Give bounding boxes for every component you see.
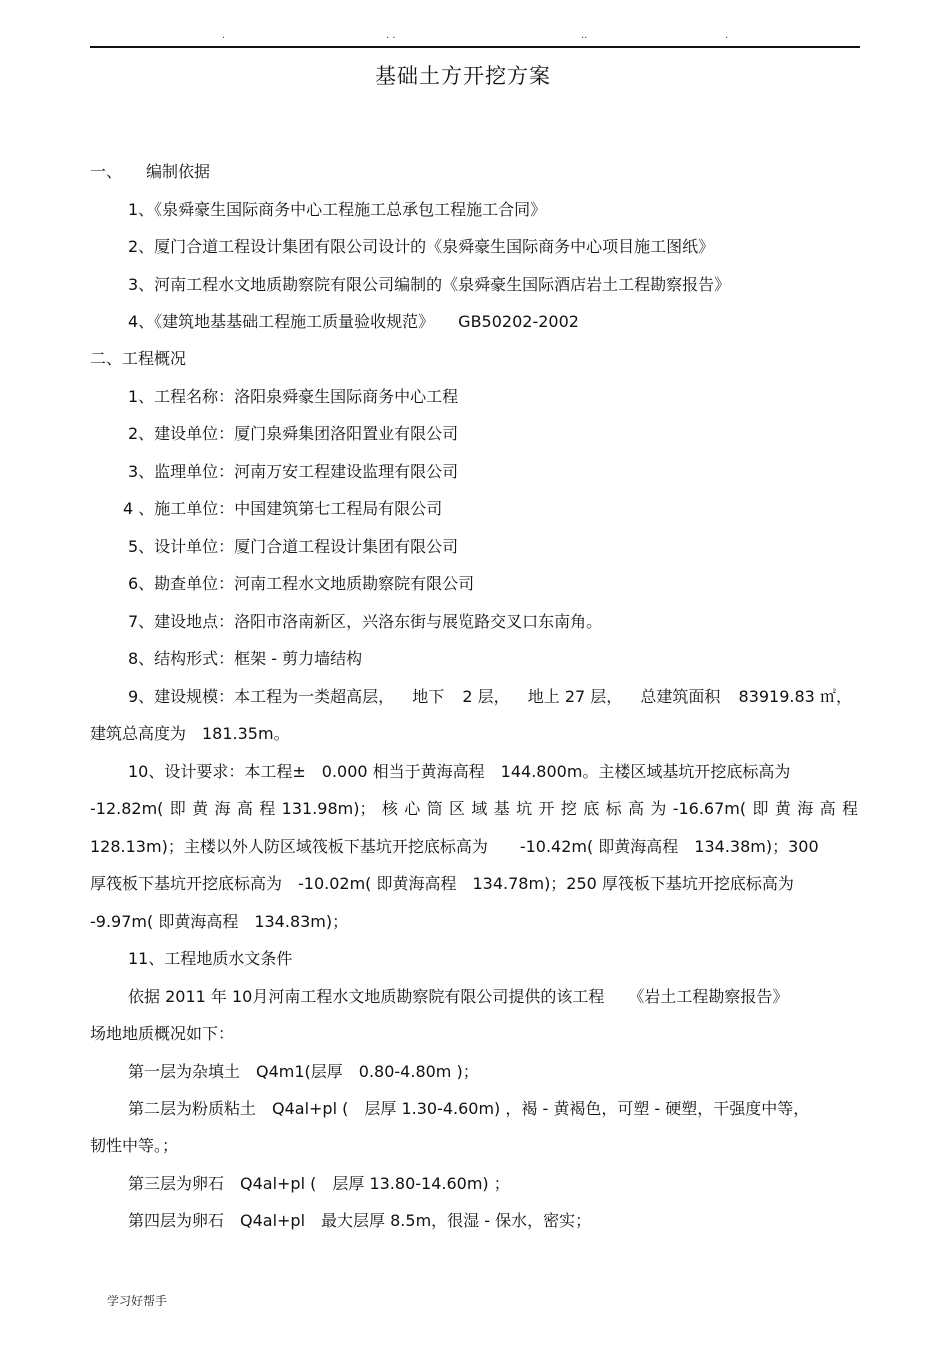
page-footer: 学习好帮手 xyxy=(107,1294,168,1308)
text-segment: 9、建设规模：本工程为一类超高层， xyxy=(128,687,395,706)
text-line: 场地地质概况如下： xyxy=(90,1024,235,1043)
header-mark: . xyxy=(222,30,226,41)
text-segment: -12.82m( xyxy=(90,799,164,818)
text-segment: 域 xyxy=(471,799,488,818)
text-line: 依据 2011 年 10月河南工程水文地质勘察院有限公司提供的该工程 《岩土工程勘察报告》 xyxy=(128,987,789,1006)
section-heading: 一、 编制依据 xyxy=(90,162,211,181)
overview-item: 6、勘查单位：河南工程水文地质勘察院有限公司 xyxy=(128,574,475,593)
header-rule xyxy=(90,46,860,48)
text-segment: 挖 xyxy=(560,799,577,818)
text-segment: -16.67m( xyxy=(672,799,747,818)
text-segment: 标 xyxy=(605,799,622,818)
text-segment: 地上 27 层， xyxy=(527,687,623,706)
reference-item: 4、《建筑地基基础工程施工质量验收规范》 GB50202-2002 xyxy=(128,312,579,331)
text-line: 128.13m)；主楼以外人防区域筏板下基坑开挖底标高为 -10.42m( 即黄海高程 134.38m)；300 xyxy=(90,837,819,856)
text-segment: 基 xyxy=(493,799,510,818)
reference-item: 2、厦门合道工程设计集团有限公司设计的《泉舜豪生国际商务中心项目施工图纸》 xyxy=(128,237,715,256)
header-mark: . . xyxy=(386,30,396,41)
text-segment: 筒 xyxy=(426,799,443,818)
text-segment: 131.98m)； xyxy=(281,799,376,818)
header-mark: . xyxy=(725,30,729,41)
text-segment: 2 层， xyxy=(462,687,510,706)
reference-item: 3、河南工程水文地质勘察院有限公司编制的《泉舜豪生国际酒店岩土工程勘察报告》 xyxy=(128,275,731,294)
text-segment: 区 xyxy=(448,799,465,818)
text-segment: 程 xyxy=(259,799,276,818)
text-segment: 为 xyxy=(650,799,667,818)
geology-layer: 第二层为粉质粘土 Q4al+pl ( 层厚 1.30-4.60m) ，褐 - 黄褐色，可塑 - 硬塑，干强度中等， xyxy=(128,1099,810,1118)
text-segment: 即 xyxy=(169,799,186,818)
text-segment: 高 xyxy=(819,799,836,818)
text-segment: 即 xyxy=(752,799,769,818)
text-segment: 海 xyxy=(797,799,814,818)
overview-item: 5、设计单位：厦门合道工程设计集团有限公司 xyxy=(128,537,459,556)
text-line: 建筑总高度为 181.35m。 xyxy=(90,724,290,743)
geology-layer: 第四层为卵石 Q4al+pl 最大层厚 8.5m，很湿 - 保水，密实； xyxy=(128,1211,592,1230)
overview-item: 8、结构形式：框架 - 剪力墙结构 xyxy=(128,649,363,668)
overview-item: 3、监理单位：河南万安工程建设监理有限公司 xyxy=(128,462,459,481)
section-heading: 二、工程概况 xyxy=(90,349,187,368)
text-segment: 总建筑面积 xyxy=(640,687,721,706)
overview-item-10: 10、设计要求：本工程± 0.000 相当于黄海高程 144.800m。主楼区域基坑开挖底标高为 xyxy=(128,762,791,781)
text-line-justified xyxy=(90,798,858,820)
overview-item: 7、建设地点：洛阳市洛南新区，兴洛东街与展览路交叉口东南角。 xyxy=(128,612,603,631)
text-segment: 程 xyxy=(841,799,858,818)
text-segment: 黄 xyxy=(774,799,791,818)
text-segment: 高 xyxy=(236,799,253,818)
text-segment: 海 xyxy=(214,799,231,818)
text-line: 韧性中等。； xyxy=(90,1136,179,1155)
text-segment: 底 xyxy=(583,799,600,818)
geology-layer: 第一层为杂填土 Q4m1(层厚 0.80-4.80m )； xyxy=(128,1062,479,1081)
geology-layer: 第三层为卵石 Q4al+pl ( 层厚 13.80-14.60m) ； xyxy=(128,1174,510,1193)
text-segment: 83919.83 ㎡， xyxy=(738,687,852,706)
text-line: 厚筏板下基坑开挖底标高为 -10.02m( 即黄海高程 134.78m)；250 厚筏板下基坑开挖底标高为 xyxy=(90,874,794,893)
text-segment: 核 xyxy=(381,799,398,818)
text-segment: 心 xyxy=(404,799,421,818)
header-marks xyxy=(0,30,950,42)
text-segment: 高 xyxy=(627,799,644,818)
text-line: -9.97m( 即黄海高程 134.83m)； xyxy=(90,912,349,931)
text-segment: 黄 xyxy=(192,799,209,818)
overview-item: 2、建设单位：厦门泉舜集团洛阳置业有限公司 xyxy=(128,424,459,443)
reference-item: 1、《泉舜豪生国际商务中心工程施工总承包工程施工合同》 xyxy=(128,200,547,219)
document-title: 基础土方开挖方案 xyxy=(375,64,551,88)
text-segment: 坑 xyxy=(516,799,533,818)
overview-item-11: 11、工程地质水文条件 xyxy=(128,949,293,968)
header-mark: .. xyxy=(581,30,588,41)
overview-item-9 xyxy=(128,686,852,708)
text-segment: 地下 xyxy=(412,687,445,706)
overview-item: 4 、施工单位：中国建筑第七工程局有限公司 xyxy=(123,499,443,518)
overview-item: 1、工程名称：洛阳泉舜豪生国际商务中心工程 xyxy=(128,387,459,406)
text-segment: 开 xyxy=(538,799,555,818)
